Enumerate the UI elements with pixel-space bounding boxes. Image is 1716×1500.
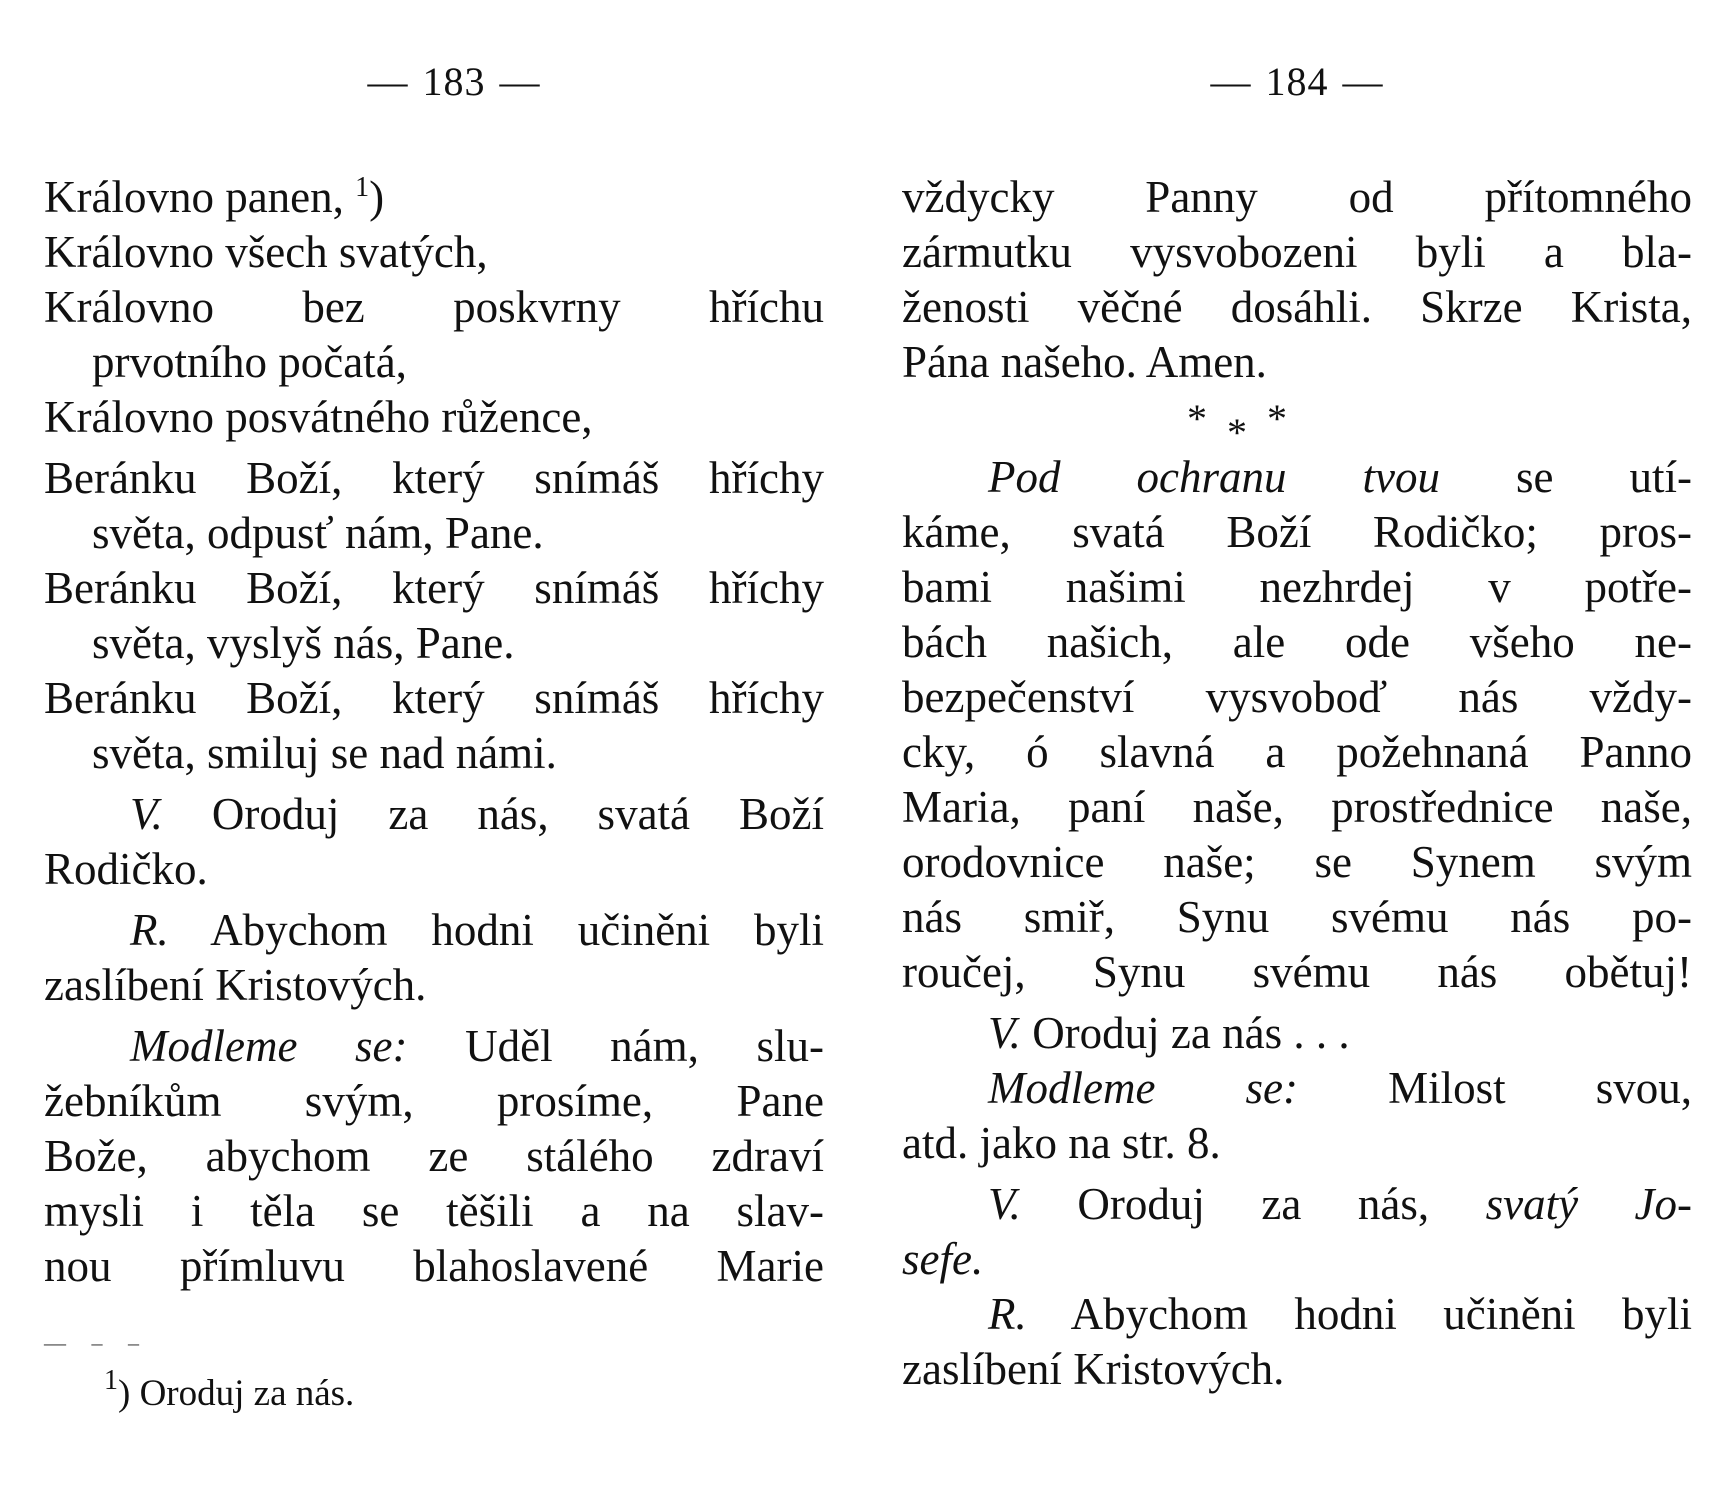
text-line: Pána našeho. Amen.	[902, 337, 1267, 387]
text-line: R. Abychom hodni učiněni byli	[988, 1289, 1692, 1339]
text-line: Maria, paní naše, prostřednice naše,	[902, 782, 1692, 832]
text-line: roučej, Synu svému nás obětuj!	[902, 947, 1692, 997]
text-line: světa, vyslyš nás, Pane.	[92, 618, 515, 668]
text-line: Královno posvátného růžence,	[44, 392, 593, 442]
text-line: nou přímluvu blahoslavené Marie	[44, 1241, 824, 1291]
versicle-mark: V.	[988, 1179, 1021, 1229]
text-line: V. Oroduj za nás, svatý Jo-	[988, 1179, 1693, 1229]
footnote	[104, 1365, 355, 1416]
text-line: zármutku vysvobozeni byli a bla-	[902, 227, 1692, 277]
text-line: Rodičko.	[44, 844, 208, 894]
page-number-value: 184	[1265, 59, 1329, 104]
right-page	[902, 0, 1692, 1500]
response-mark: R.	[130, 905, 169, 955]
footnote-text: ) Oroduj za nás.	[118, 1373, 355, 1414]
text-line: ženosti věčné dosáhli. Skrze Krista,	[902, 282, 1692, 332]
page-number-183	[44, 58, 864, 106]
text-line: světa, smiluj se nad námi.	[92, 728, 557, 778]
page-number-dash: —	[367, 59, 409, 104]
footnote-ref: 1	[355, 172, 370, 203]
text-line: cky, ó slavná a požehnaná Panno	[902, 727, 1692, 777]
left-page	[44, 0, 824, 1500]
text-line: Beránku Boží, který snímáš hříchy	[44, 673, 824, 723]
prayer-heading: Modleme se:	[130, 1021, 408, 1071]
text-line: žebníkům svým, prosíme, Pane	[44, 1076, 824, 1126]
text-line: Pod ochranu tvou se utí-	[988, 452, 1692, 502]
asterism	[902, 394, 1692, 455]
text-line: sefe.	[902, 1234, 984, 1284]
text-line: Beránku Boží, který snímáš hříchy	[44, 453, 824, 503]
text-line: káme, svatá Boží Rodičko; pros-	[902, 507, 1692, 557]
text-line: bami našimi nezhrdej v potře-	[902, 562, 1692, 612]
page-number-dash: —	[1342, 59, 1384, 104]
text-line: světa, odpusť nám, Pane.	[92, 508, 544, 558]
text-line: vždycky Panny od přítomného	[902, 172, 1692, 222]
text-line: Královno bez poskvrny hříchu	[44, 282, 824, 332]
page-number-dash: —	[1210, 59, 1252, 104]
text-line: V. Oroduj za nás . . .	[988, 1008, 1350, 1058]
versicle-mark: V.	[988, 1008, 1021, 1058]
left-page-text	[44, 170, 824, 1294]
asterism-star: *	[1227, 410, 1247, 455]
page-number-dash: —	[499, 59, 541, 104]
text-line: zaslíbení Kristových.	[44, 960, 427, 1010]
text-line: zaslíbení Kristových.	[902, 1344, 1285, 1394]
saint-name: svatý Jo-	[1485, 1179, 1693, 1229]
text-line: mysli i těla se těšili a na slav-	[44, 1186, 824, 1236]
text-line: atd. jako na str. 8.	[902, 1118, 1221, 1168]
text-line: orodovnice naše; se Synem svým	[902, 837, 1692, 887]
text-line: Bože, abychom ze stálého zdraví	[44, 1131, 824, 1181]
asterism-star: *	[1267, 396, 1287, 441]
text-line: Beránku Boží, který snímáš hříchy	[44, 563, 824, 613]
prayer-heading: Pod ochranu tvou	[988, 452, 1440, 502]
text-line: Modleme se: Uděl nám, slu-	[130, 1021, 824, 1071]
response-mark: R.	[988, 1289, 1027, 1339]
text-line: bách našich, ale ode všeho ne-	[902, 617, 1692, 667]
text-line: R. Abychom hodni učiněni byli	[130, 905, 824, 955]
text-line: nás smiř, Synu svému nás po-	[902, 892, 1692, 942]
text-line: Modleme se: Milost svou,	[988, 1063, 1693, 1113]
right-page-text	[902, 170, 1692, 1397]
versicle-mark: V.	[130, 789, 163, 839]
page-number-value: 183	[422, 59, 486, 104]
text-line: prvotního počatá,	[92, 337, 407, 387]
text-line: bezpečenství vysvoboď nás vždy-	[902, 672, 1692, 722]
footnote-mark: 1	[104, 1365, 118, 1396]
text-line: Královno všech svatých,	[44, 227, 488, 277]
footnote-rule: — – –	[44, 1330, 149, 1355]
text-line: Královno panen, $^1$)	[44, 172, 385, 222]
text-line: V. Oroduj za nás, svatá Boží	[130, 789, 824, 839]
asterism-star: *	[1187, 396, 1207, 441]
prayer-heading: Modleme se:	[988, 1063, 1299, 1113]
page-number-184	[902, 58, 1692, 106]
